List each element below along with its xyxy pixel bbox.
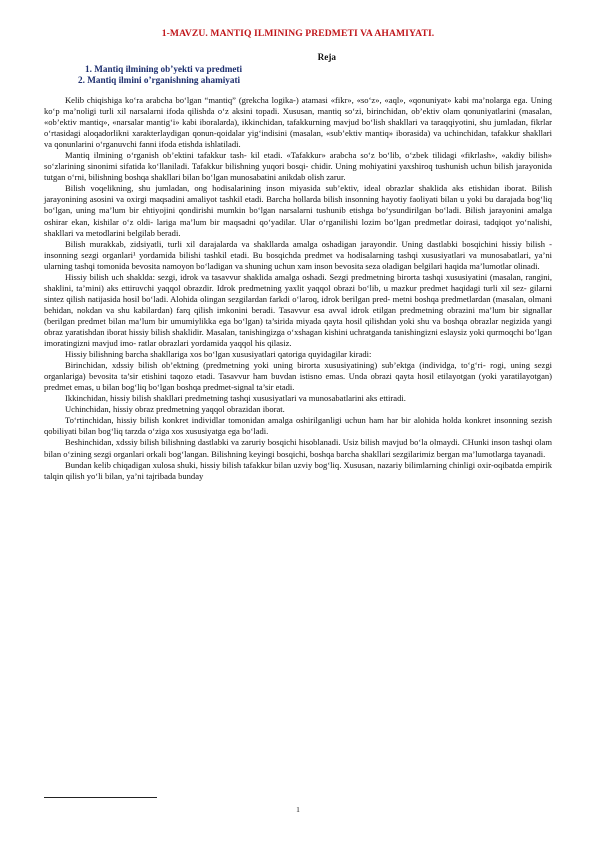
- paragraph: Bilish murakkab, zidsiyatli, turli xil darajalarda va shakllarda amalga oshadigan jarayondir. Uning dastlabki bosqichini hissiy bilish - insonning sezgi organlari¹ yordamida bilishi tashkil etadi. Bu bosqichda predmet va hodisalarning tashqi xususiyatlari va munosabatlari, ya’ni ularning tashqi tomonida bevosita namoyon bo‘ladigan va shuning uchun xam inson bevosita seza oladigan belgilari haqida ma’lumotlar olinadi.: [44, 238, 552, 271]
- paragraph: Bilish voqelikning, shu jumladan, ong hodisalarining inson miyasida sub’ektiv, ideal obrazlar shaklida aks etishidan iborat. Bilish jarayonining asosini va oxirgi maqsadini amaliyot tashkil etadi. Barcha hollarda bilish insonning hayotiy faoliyati bilan u yoki bu darajada bog‘liq bo‘lgan, uning ma’lum bir ehtiyojini qondirishi mumkin bo‘lgan narsalarni tushunib etishga bo‘ysundirilgan bo‘ladi. Bilish jarayonini amalga oshirar ekan, kishilar o‘z oldi- lariga ma’lum bir maqsadni qo‘yadilar. Ular o‘rganilishi lozim bo‘lgan predmetlar doirasi, tadqiqot yo‘nalishi, shakllari va metodlarini belgilab beradi.: [44, 183, 552, 238]
- plan-list: [44, 64, 552, 86]
- document-body: [44, 95, 552, 482]
- footnote-separator: [44, 797, 157, 798]
- paragraph: To‘rtinchidan, hissiy bilish konkret individlar tomonidan amalga oshirilganligi uchun ham har bir alohida holda konkret insonning sezish qobiliyati bilan bog‘liq tarzda o‘ziga xos xususiyatga ega bo‘ladi.: [44, 415, 552, 437]
- paragraph: Bundan kelib chiqadigan xulosa shuki, hissiy bilish tafakkur bilan uzviy bog‘liq. Xususan, nazariy bilimlarning chinligi oxir-oqibatda empirik talqin qilish yo‘li bilan, ya’ni tajribada bunday: [44, 459, 552, 481]
- paragraph: Hissiy bilishning barcha shakllariga xos bo‘lgan xususiyatlari qatoriga quyidagilar kiradi:: [65, 349, 372, 360]
- paragraph: Mantiq ilmining o‘rganish ob’ektini tafakkur tash- kil etadi. «Tafakkur» arabcha so‘z bo‘lib, o‘zbek tilidagi «fikrlash», «akdiy bilish» so‘zlarining sinonimi sifatida ko‘llaniladi. Tafakkur bilishning yuqori bosqi- chidir. Uning mohiyatini yaxshiroq tushunish uchun bilish jarayonida tutgan o‘rni, bilishning boshqa shakllari bilan bo‘lgan munosabatini anikdab olish zarur.: [44, 150, 552, 183]
- page-number: 1: [296, 805, 300, 814]
- page-title: 1-MAVZU. MANTIQ ILMINING PREDMETI VA AHAMIYATI.: [161, 28, 435, 39]
- paragraph: Beshinchidan, xdssiy bilish bilishning dastlabki va zaruriy bosqichi hisoblanadi. Usiz bilish mavjud bo‘la olmaydi. CHunki inson tashqi olam bilan o‘zining sezgi organlari orkali bog‘langan. Bilishning keyingi bosqichi, boshqa barcha shakllari sezgilarimiz bergan ma’lumotlarga tayanadi.: [44, 437, 552, 459]
- paragraph: Ikkinchidan, hissiy bilish shakllari predmetning tashqi xususiyatlari va munosabatlarini aks ettiradi.: [65, 393, 406, 404]
- paragraph: Hissiy bilish uch shaklda: sezgi, idrok va tasavvur shaklida amalga oshadi. Sezgi predmetning birorta tashqi xususiyatini (masalan, rangini, shaklini, ta’mini) aks ettiruvchi yaqqol obrazdir. Idrok predmetning yaxlit yaqqol obrazi bo‘lib, u mazkur predmet haqidagi turli xil sez- gilarni sintez qilish natijasida hosil bo‘ladi. Alohida olingan sezgilardan farkdi o‘laroq, idrok berilgan pred- metni boshqa predmetlardan (masalan, olmani behidan, nokdan va shu kabilardan) farq qilish imkonini beradi. Tasavvur esa avval idrok etilgan predmetning obrazini ma’lum bir signallar (berilgan predmet bilan ma’lum bir umumiylikka ega bo‘lgan) ta’sirida miyada qayta hosil qilishdan yoki shu va boshqa obrazlar negizida yangi obraz yaratishdan iborat hissiy bilish shaklidir. Masalan, tanishingizga o‘xshagan kishini uchratganda tanishingizni eslaysiz yoki qurmoqchi bo‘lgan imoratingizni mavjud imo- ratlar obrazlari yordamida yaqqol his qilasiz.: [44, 271, 552, 349]
- plan-heading: Reja: [317, 52, 336, 62]
- paragraph: Birinchidan, xdssiy bilish ob’ektning (predmetning yoki uning birorta xususiyatining) sub’ektga (individga, to‘g‘ri- rogi, uning sezgi organlariga) bevosita ta’sir etishini taqozo etadi. Tasavvur ham buvdan istisno emas. Unda obrazi qayta hosil etilayotgan (yoki yaratilayotgan) predmet emas, u bilan bog‘liq bo‘lgan boshqa predmet-signal ta’sir etadi.: [44, 360, 552, 393]
- paragraph: Kelib chiqishiga ko‘ra arabcha bo‘lgan “mantiq” (grekcha logika-) atamasi «fikr», «so‘z», «aql», «qonuniyat» kabi ma’nolarga ega. Uning ko‘p ma’noligi turli xil narsalarni ifoda qilishda o‘z aksini topadi. Xususan, mantiq so‘zi, birinchidan, ob’ektiv olam qonuniyatlarini (masalan, «ob’ektiv mantiq», «narsalar mantig‘i» kabi iboralarda), ikkinchidan, tafakkurning mavjud bo‘lish shakllari va taraqqiyotini, shu jumladan, fikrlar o‘rtasidagi aloqadorlikni xarakterlaydigan qonun-qoidalar yig‘indisini (masalan, «sub’ektiv mantiq» iborasida) va uchinchidan, tafakkur shakllari va qonunlarini o‘rganuvchi fanni ifoda etishda ishlatiladi.: [44, 95, 552, 150]
- paragraph: Uchinchidan, hissiy obraz predmetning yaqqol obrazidan iborat.: [65, 404, 285, 415]
- plan-item: 1. Mantiq ilmining ob’yekti va predmeti: [85, 64, 243, 74]
- plan-item: 2. Mantiq ilmini o’rganishning ahamiyati: [78, 75, 241, 85]
